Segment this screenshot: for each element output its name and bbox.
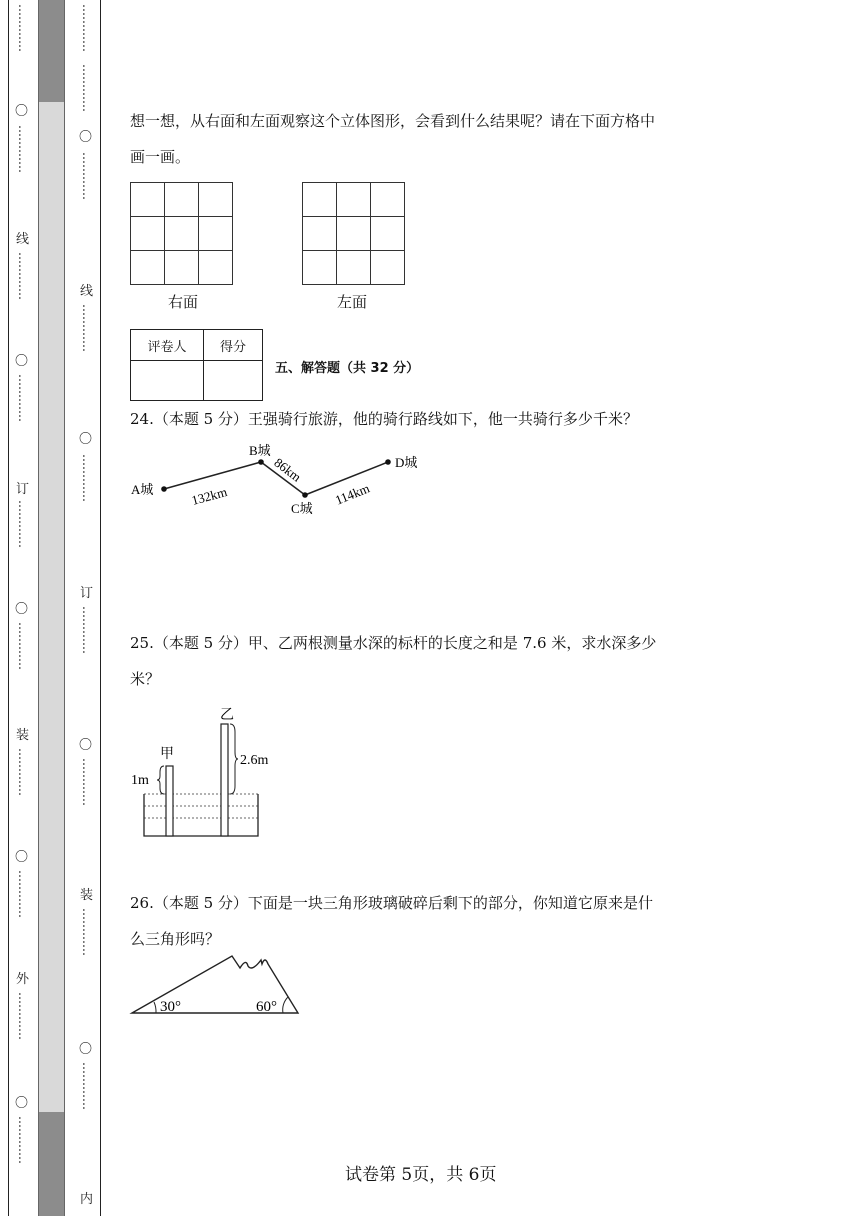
dots: ………… xyxy=(16,500,30,548)
dots: ………… xyxy=(16,4,30,52)
dots: ………… xyxy=(80,606,94,654)
margin-light-band xyxy=(39,102,64,1112)
circle-mark: 〇 xyxy=(79,432,93,447)
q25-text-line2: 米？ xyxy=(130,670,161,688)
circle-mark: 〇 xyxy=(15,104,29,119)
inner-margin-column xyxy=(76,0,98,1216)
point-d xyxy=(385,459,391,465)
route-diagram xyxy=(125,440,445,524)
point-a xyxy=(161,486,167,492)
angle-30: 30° xyxy=(160,999,181,1015)
circle-mark: 〇 xyxy=(79,1042,93,1057)
section-title: 五、解答题（共 32 分） xyxy=(275,361,420,376)
dots: ………… xyxy=(16,374,30,422)
margin-dark-block-top xyxy=(39,0,64,102)
dots: ………… xyxy=(80,64,94,112)
dots: ………… xyxy=(80,1062,94,1110)
margin-dark-block-bottom xyxy=(39,1112,64,1216)
q23-text-line2: 画一画。 xyxy=(130,148,191,166)
route-ab xyxy=(164,462,261,489)
dots: ………… xyxy=(16,622,30,670)
label-xian: 线 xyxy=(16,232,30,247)
dots: ………… xyxy=(16,870,30,918)
circle-mark: 〇 xyxy=(15,1096,29,1111)
label-ding: 订 xyxy=(16,482,30,497)
outer-margin-column xyxy=(12,0,34,1216)
label-wai: 外 xyxy=(16,972,30,987)
label-c: C城 xyxy=(291,501,313,516)
dots: ………… xyxy=(80,4,94,52)
circle-mark: 〇 xyxy=(15,602,29,617)
dots: ………… xyxy=(80,908,94,956)
brace-yi xyxy=(230,724,238,794)
dots: ………… xyxy=(16,1116,30,1164)
dots: ………… xyxy=(80,454,94,502)
circle-mark: 〇 xyxy=(15,354,29,369)
grid-right-label: 右面 xyxy=(168,293,199,311)
dots: ………… xyxy=(80,758,94,806)
score-box-grader-header: 评卷人 xyxy=(131,330,204,361)
point-c xyxy=(302,492,308,498)
band-edge-right xyxy=(64,0,65,1216)
score-box-score-cell[interactable] xyxy=(204,361,263,401)
label-b: B城 xyxy=(249,443,271,458)
page-footer: 试卷第 5页，共 6页 xyxy=(345,1165,497,1185)
point-b xyxy=(258,459,264,465)
dots: ………… xyxy=(80,304,94,352)
brace-jia xyxy=(157,766,164,794)
circle-mark: 〇 xyxy=(15,850,29,865)
grid-left-label: 左面 xyxy=(337,293,368,311)
label-nei: 内 xyxy=(80,1192,94,1207)
label-yi: 乙 xyxy=(220,708,234,723)
label-a: A城 xyxy=(131,482,154,497)
distance-ab: 132km xyxy=(189,484,229,508)
distance-bc: 86km xyxy=(271,454,305,485)
dots: ………… xyxy=(16,748,30,796)
grid-left-view[interactable] xyxy=(302,182,405,285)
dots: ………… xyxy=(16,125,30,173)
q26-text-line2: 么三角形吗？ xyxy=(130,930,221,948)
water-tank xyxy=(144,794,258,836)
label-zhuang: 装 xyxy=(80,888,94,903)
dots: ………… xyxy=(80,152,94,200)
dots: ………… xyxy=(16,252,30,300)
circle-mark: 〇 xyxy=(79,130,93,145)
pole-yi xyxy=(221,724,228,836)
margin-border-line xyxy=(100,0,101,1216)
outer-border-line xyxy=(8,0,9,1216)
q25-text-line1: 25.（本题 5 分）甲、乙两根测量水深的标杆的长度之和是 7.6 米，求水深多少 xyxy=(130,634,657,652)
angle-60: 60° xyxy=(256,999,277,1015)
label-ding: 订 xyxy=(80,586,94,601)
pole-diagram xyxy=(128,702,288,842)
label-d: D城 xyxy=(395,455,418,470)
broken-triangle xyxy=(128,952,308,1020)
length-yi: 2.6m xyxy=(240,753,269,768)
grid-right-view[interactable] xyxy=(130,182,233,285)
length-jia: 1m xyxy=(131,773,149,788)
circle-mark: 〇 xyxy=(79,738,93,753)
band-edge-left xyxy=(38,0,39,1216)
score-box-score-header: 得分 xyxy=(204,330,263,361)
q24-text: 24.（本题 5 分）王强骑行旅游，他的骑行路线如下，他一共骑行多少千米？ xyxy=(130,410,638,428)
q26-text-line1: 26.（本题 5 分）下面是一块三角形玻璃破碎后剩下的部分，你知道它原来是什 xyxy=(130,894,653,912)
score-box xyxy=(130,329,263,401)
label-zhuang: 装 xyxy=(16,728,30,743)
q23-text-line1: 想一想，从右面和左面观察这个立体图形，会看到什么结果呢？请在下面方格中 xyxy=(130,112,656,130)
label-jia: 甲 xyxy=(160,747,174,762)
score-box-grader-cell[interactable] xyxy=(131,361,204,401)
distance-cd: 114km xyxy=(332,480,372,508)
label-xian: 线 xyxy=(80,284,94,299)
pole-jia xyxy=(166,766,173,836)
dots: ………… xyxy=(16,992,30,1040)
